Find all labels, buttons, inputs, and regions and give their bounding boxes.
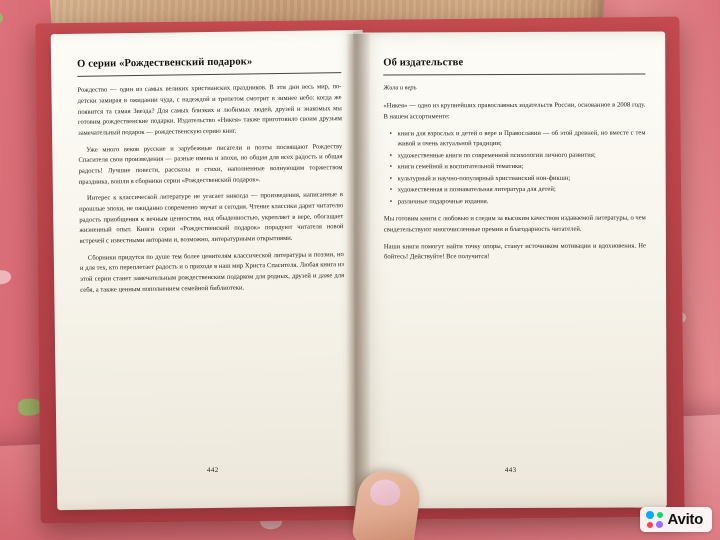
publisher-name: Жили и верь bbox=[383, 84, 417, 92]
title-rule bbox=[383, 74, 645, 76]
paragraph: Мы готовим книги с любовью и следим за высоким качеством издаваемой литературы, о чем свидетельствуют многочисленные премии и благодарность читателей. bbox=[383, 214, 646, 234]
page-title-right: Об издательстве bbox=[383, 57, 464, 69]
paragraph: Интерес к классической литературе не угасает никогда — произведения, написанные в прошлые эпохи, не ожиданно современно звучат и сегодня. Чтение классики дарит читателю радость приобщения к вечным ценностям, над обыденностью, укрепляет в вере, обогащает жизненный опыт. Книги серии «Рождественский подарок» порадуют читателя новой встречей с известными авторами и, возможно, литературными открытиями. bbox=[79, 191, 344, 245]
paragraph: «Никея» — одно из крупнейших православных издательств России, основанное в 2008 году. В нашем ассортименте: bbox=[383, 101, 646, 121]
paragraph: Наши книги помогут найти точку опоры, станут источником мотивации и вдохновения. Не бойтесь! Действуйте! Все получится! bbox=[383, 242, 646, 261]
paragraph: Рождество — один из самых великих христианских праздников. В эти дни весь мир, по-детски замирая в ожидании чуда, с надеждой и трепетом смотрит в зимнее небо: когда же появится та самая Звезда? Для самых близких и любимых людей, друзей и знакомых мы готовим рождественские подарки. Издательство «Никея» также приготовило своим друзьям замечательный подарок — рождественскую серию книг. bbox=[77, 83, 342, 137]
fingernail bbox=[369, 479, 401, 507]
paragraph: Уже много веков русские и зарубежные писатели и поэты посвящают Рождеству Спасителя свои произведения — разные имена и эпохи, но общая для всех радость и общая радость! Лучшие повести, рассказы и стихи, наполненные волнующим торжеством праздника, вошли в сборники серии «Рождественский подарок». bbox=[78, 142, 343, 186]
book-page-left bbox=[51, 30, 370, 510]
list-item: • культурный и научно-популярный христианский нон-фикшн; bbox=[393, 173, 646, 184]
paragraph: Сборники придутся по душе тем более ценителям классической литературы и поэзии, но и для тех, кто переплетает радость и о приходе в наш мир Христа Спасителя. Любая книга из этой серии станет замечательным рождественским подарком для родных, друзей и даже для себя, а также ценным пополнением семейной библиотеки. bbox=[79, 250, 345, 294]
avito-watermark bbox=[640, 507, 712, 532]
page-title-left: О серии «Рождественский подарок» bbox=[77, 56, 253, 70]
list-item: • художественные книги по современной психологии личного развития; bbox=[393, 150, 646, 161]
open-book bbox=[36, 14, 684, 524]
cloth-leaf bbox=[0, 9, 4, 26]
list-item: • художественная и познавательная литература для детей; bbox=[393, 185, 646, 196]
watermark-label: Avito bbox=[667, 511, 703, 528]
book-page-right bbox=[353, 31, 667, 508]
cloth-pattern-dot bbox=[0, 270, 12, 285]
assortment-list bbox=[384, 128, 646, 208]
title-rule bbox=[77, 72, 341, 77]
page-number-left: 442 bbox=[206, 465, 219, 475]
list-item: • различные подарочные издания. bbox=[393, 196, 646, 207]
list-item: • книги семейной и воспитательной тематики; bbox=[393, 162, 646, 173]
avito-dots-logo-icon bbox=[646, 511, 663, 528]
page-number-right: 443 bbox=[504, 465, 517, 475]
list-item: • книги для взрослых и детей о вере и Православии — об этой древней, но вместе с тем живой и очень актуальной традиции; bbox=[393, 128, 646, 150]
